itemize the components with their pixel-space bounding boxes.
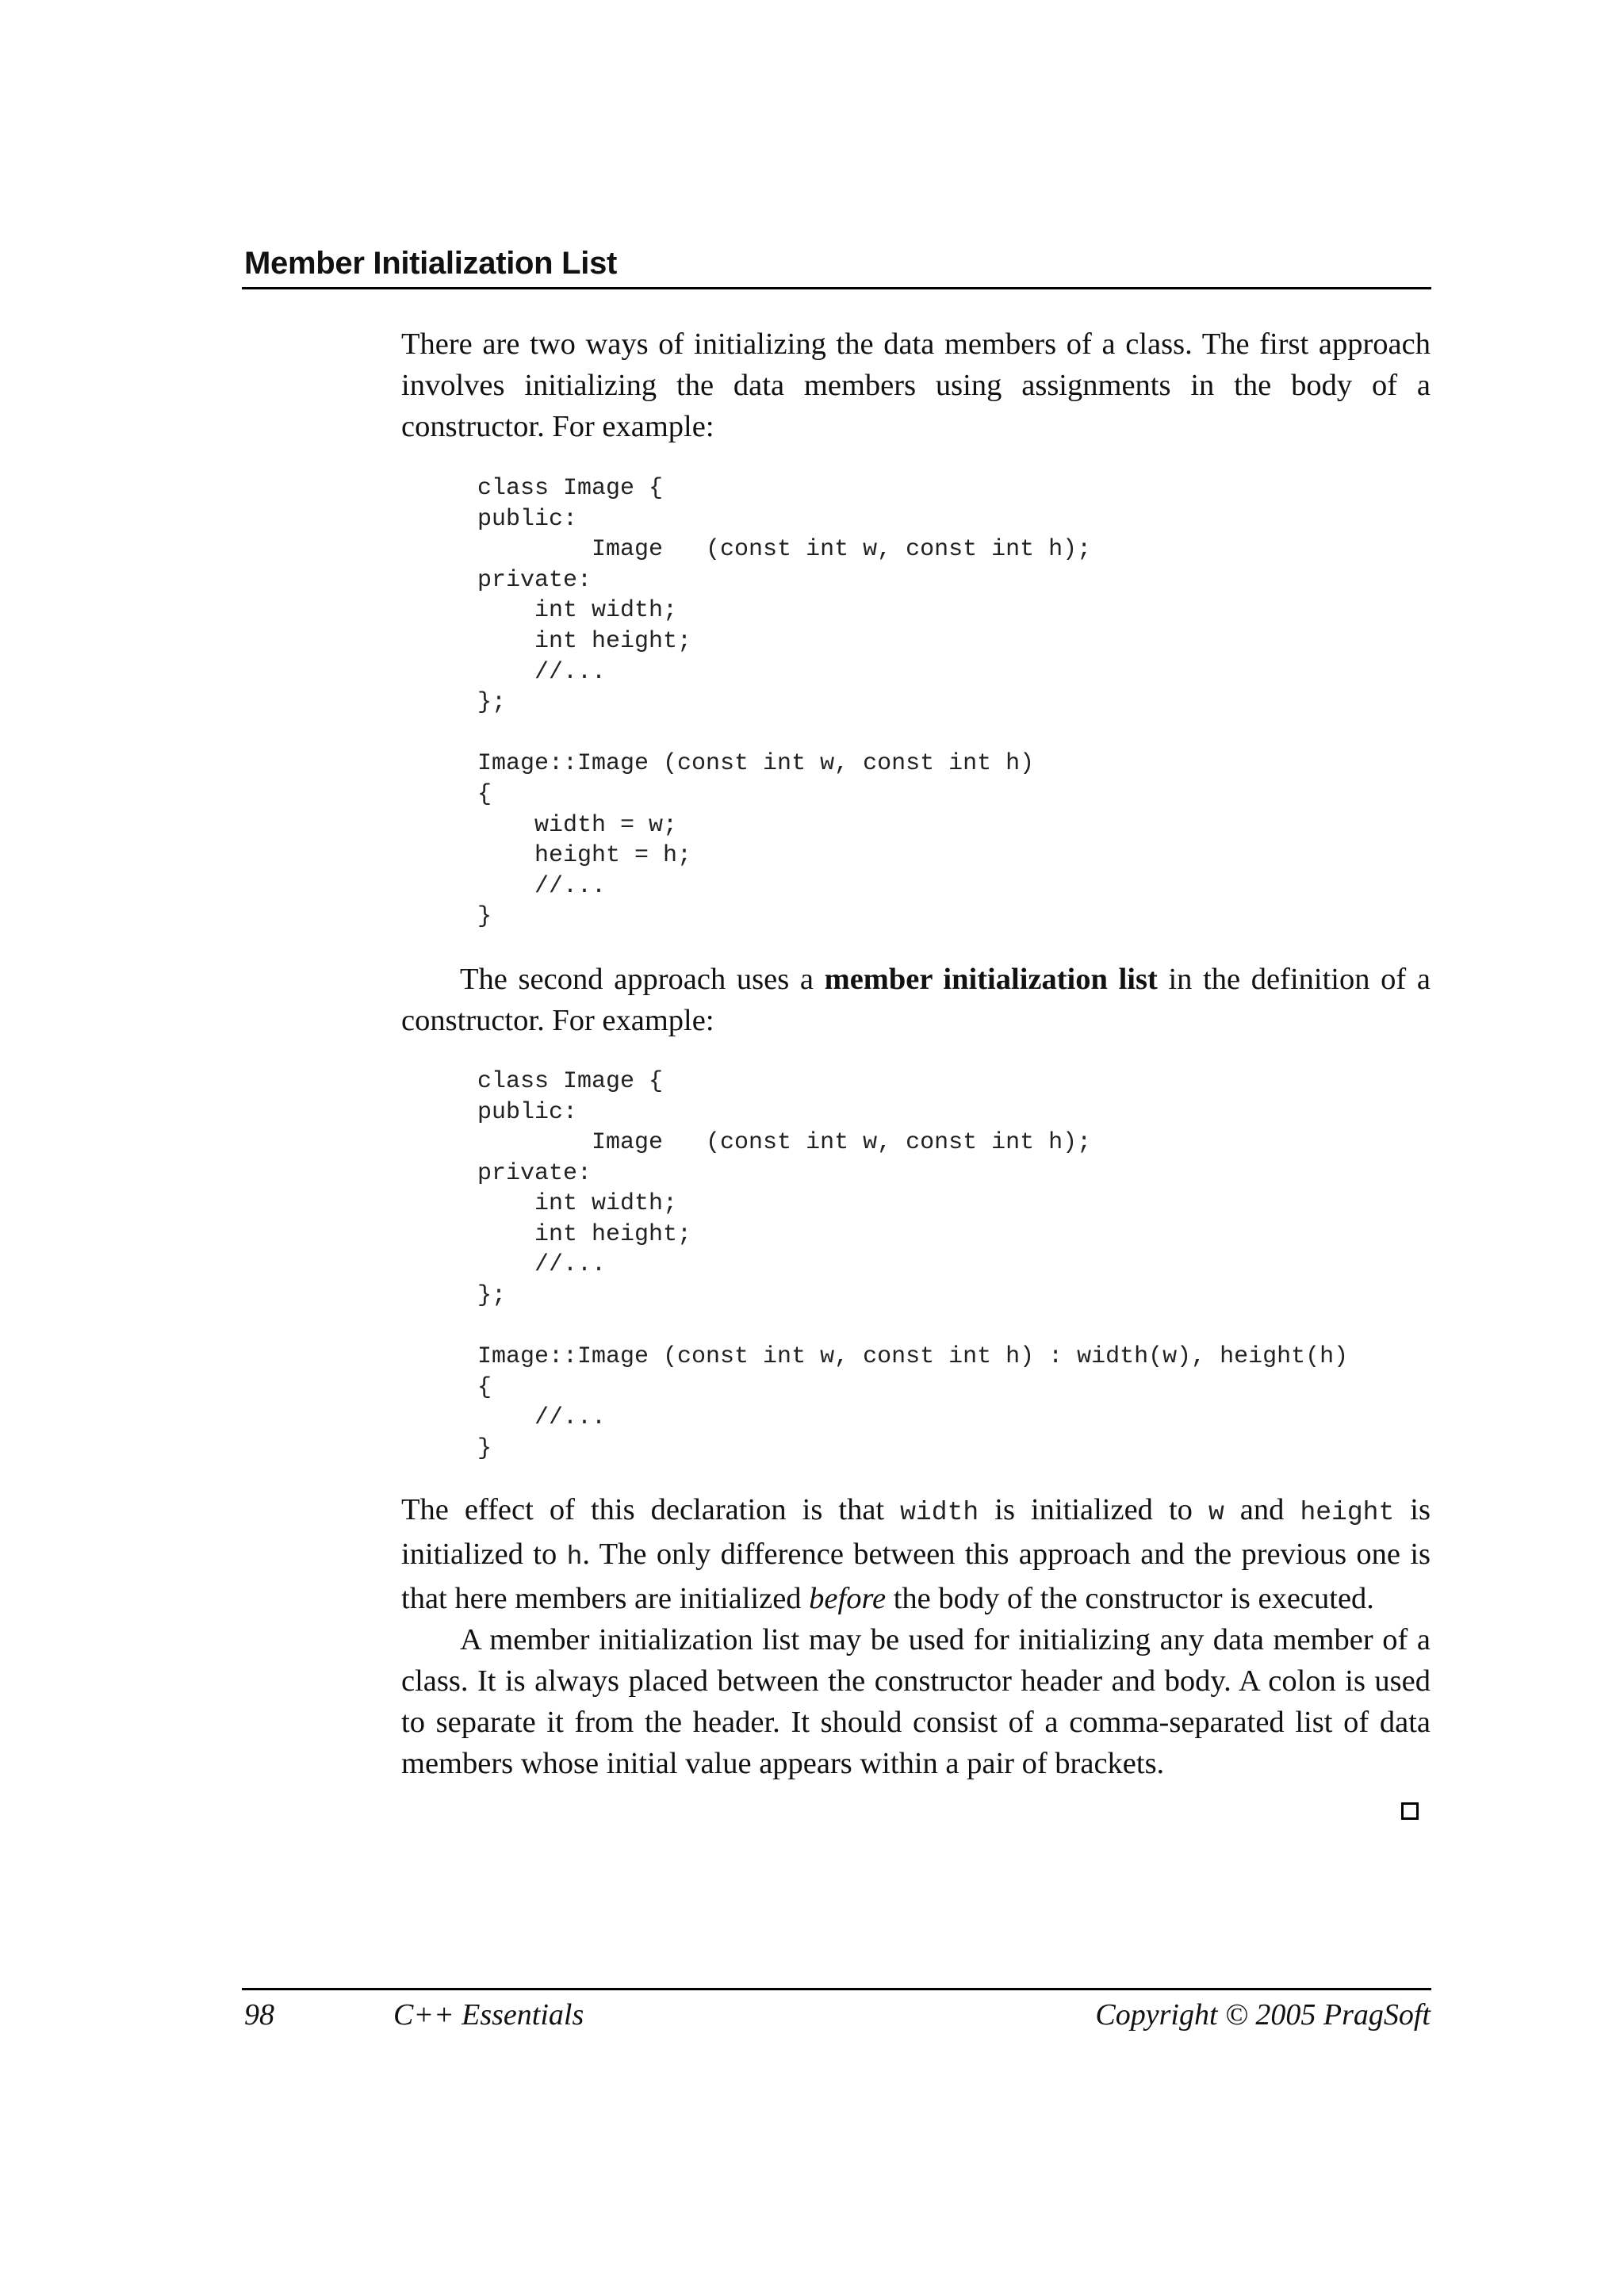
paragraph-usage: A member initialization list may be used for initializing any data member of a class. It is always placed between the constructor header and body. A colon is used to separate it from the header. It should consist of a comma-separated list of data members whose initial value appears within a pair of brackets. [401,1622,1431,1780]
paragraph-text: The second approach uses a [460,962,825,996]
paragraph-text: The effect of this declaration is that [401,1492,901,1526]
page-number: 98 [244,1998,274,2032]
footer-rule [242,1988,1431,1990]
inline-code-h: h [566,1541,583,1572]
main-content [401,324,1431,1784]
copyright-notice: Copyright © 2005 PragSoft [1095,1998,1431,2032]
inline-code-width: width [900,1497,979,1527]
paragraph-text: is initialized to [401,1492,1431,1571]
bold-term: member initialization list [824,962,1158,996]
end-of-section-box-icon [1401,1802,1419,1820]
paragraph-text: the body of the constructor is executed. [886,1581,1374,1615]
heading-rule [242,287,1431,289]
inline-code-w: w [1208,1497,1224,1527]
inline-code-height: height [1300,1497,1395,1527]
code-block-assignment: class Image { public: Image (const int w, const int h); private: int width; int height; //... }; Image::Image (const int w, const int h) { width = w; height = h; //... } [477,475,1092,931]
paragraph-second-approach [401,959,1431,1041]
paragraph-text: and [1224,1492,1300,1526]
paragraph-effect [401,1489,1431,1619]
section-heading: Member Initialization List [244,246,618,281]
paragraph-text: in the definition of a constructor. For example: [401,962,1431,1037]
paragraph-text: is initialized to [979,1492,1208,1526]
paragraph-intro: There are two ways of initializing the data members of a class. The first approach involves initializing the data members using assignments in the body of a constructor. For example: [401,327,1431,443]
book-title: C++ Essentials [393,1998,584,2032]
paragraph-text: . The only difference between this approach and the previous one is that here members are initialized [401,1537,1431,1615]
code-block-initialization-list: class Image { public: Image (const int w, const int h); private: int width; int height; //... }; Image::Image (const int w, const int h) : width(w), height(h) { //... } [477,1067,1349,1463]
italic-emphasis: before [809,1581,887,1615]
